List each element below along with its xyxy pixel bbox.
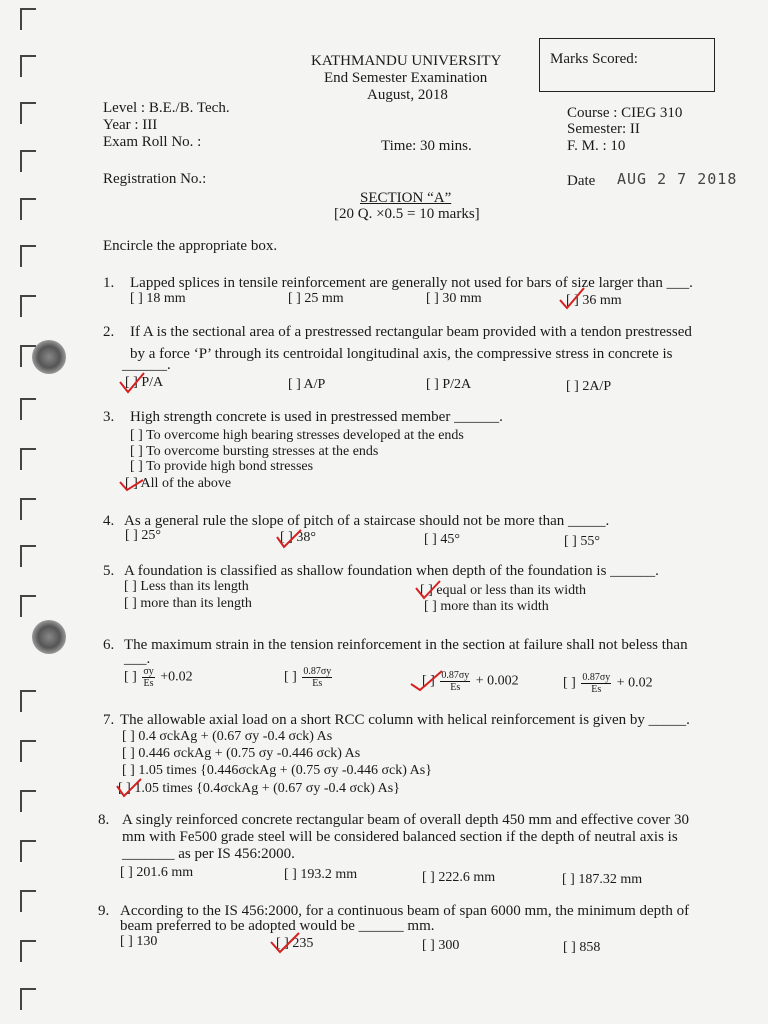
section-title: SECTION “A” [360,190,452,206]
q5-option-d[interactable]: [ ] more than its width [424,599,549,614]
q1-option-b[interactable]: [ ] 25 mm [288,291,344,306]
q9-number: 9. [98,903,110,919]
q1-text: Lapped splices in tensile reinforcement are generally not used for bars of size larger than ___. [130,275,693,291]
binder-mark [20,102,36,124]
q6-c-denominator: Es [450,682,461,693]
binder-mark [20,150,36,172]
q4-text: As a general rule the slope of pitch of a staircase should not be more than _____. [124,513,610,529]
q6-option-d-fraction [581,672,611,695]
q9-check-mark [268,930,302,956]
q1-option-d[interactable]: [ ] 36 mm [566,293,622,308]
q2-check-mark [117,370,147,396]
q8-option-b[interactable]: [ ] 193.2 mm [284,867,358,882]
q4-option-b[interactable]: [ ] 38° [280,530,316,545]
q6-option-a-tail: +0.02 [160,669,193,685]
year-field: Year : III [103,117,158,133]
punch-hole [32,340,66,374]
q2-option-c[interactable]: [ ] P/2A [426,377,472,392]
q8-option-a[interactable]: [ ] 201.6 mm [120,865,194,880]
q5-option-c[interactable]: [ ] equal or less than its width [420,583,587,598]
q8-option-c[interactable]: [ ] 222.6 mm [422,870,496,885]
q6-text-line2: ___. [124,651,151,667]
q5-number: 5. [103,563,115,579]
semester-field: Semester: II [567,121,640,137]
binder-mark [20,740,36,762]
q6-option-a[interactable] [124,666,193,689]
q6-a-numerator: σy [143,666,154,677]
binder-mark [20,245,36,267]
binder-mark [20,840,36,862]
q3-option-c[interactable]: [ ] To provide high bond stresses [130,459,314,474]
binder-mark [20,398,36,420]
q6-option-b-box: [ ] [284,669,297,685]
binder-mark [20,8,36,30]
binder-mark [20,295,36,317]
q6-option-b[interactable] [284,666,334,689]
q2-text-line1: If A is the sectional area of a prestressed rectangular beam provided with a tendon prestressed [130,324,692,340]
binder-mark [20,690,36,712]
instruction: Encircle the appropriate box. [103,238,278,254]
q2-option-b[interactable]: [ ] A/P [288,377,326,392]
binder-mark [20,498,36,520]
binder-mark [20,448,36,470]
q5-option-a[interactable]: [ ] Less than its length [124,579,249,594]
binder-mark [20,940,36,962]
q6-option-b-fraction [302,666,332,689]
q4-number: 4. [103,513,115,529]
q3-option-b[interactable]: [ ] To overcome bursting stresses at the ends [130,444,379,459]
q1-number: 1. [103,275,115,291]
q6-b-denominator: Es [312,678,323,689]
punch-hole [32,620,66,654]
binder-mark [20,988,36,1010]
q3-option-a[interactable]: [ ] To overcome high bearing stresses developed at the ends [130,428,464,443]
q6-option-c-box: [ ] [422,673,435,689]
binder-mark [20,790,36,812]
university-name: KATHMANDU UNIVERSITY [311,53,502,69]
q1-check-mark [557,286,587,312]
q3-number: 3. [103,409,115,425]
binder-mark [20,890,36,912]
q4-option-a[interactable]: [ ] 25° [125,528,161,543]
q6-option-d[interactable] [563,672,653,695]
q6-number: 6. [103,637,115,653]
q9-text-line2: beam preferred to be adopted would be ______ mm. [120,918,435,934]
q6-d-numerator: 0.87σy [582,672,611,683]
q7-option-d[interactable]: [ ] 1.05 times {0.4σckAg + (0.67 σy -0.4 σck) As} [118,781,400,796]
q7-option-c[interactable]: [ ] 1.05 times {0.446σckAg + (0.75 σy -0.446 σck) As} [122,763,432,778]
q7-number: 7. [103,712,115,728]
q2-number: 2. [103,324,115,340]
q8-number: 8. [98,812,110,828]
level-field: Level : B.E./B. Tech. [103,100,230,116]
q5-text: A foundation is classified as shallow foundation when depth of the foundation is ______. [124,563,659,579]
date-label: Date [567,173,596,189]
marks-scored-box [539,38,715,92]
q4-option-d[interactable]: [ ] 55° [564,534,600,549]
q6-option-c-fraction [440,670,470,693]
q6-d-denominator: Es [591,684,602,695]
q6-c-numerator: 0.87σy [441,670,470,681]
marks-scored-label: Marks Scored: [550,51,638,67]
q1-option-a[interactable]: [ ] 18 mm [130,291,186,306]
q6-option-a-box: [ ] [124,669,137,685]
q6-b-numerator: 0.87σy [303,666,332,677]
q9-text-line1: According to the IS 456:2000, for a continuous beam of span 6000 mm, the minimum depth of [120,903,690,919]
binder-mark [20,545,36,567]
q6-option-c-tail: + 0.002 [475,673,519,689]
q2-text-line3: ______. [122,357,171,373]
q8-option-d[interactable]: [ ] 187.32 mm [562,872,643,887]
q7-option-b[interactable]: [ ] 0.446 σckAg + (0.75 σy -0.446 σck) As [122,746,361,761]
binder-mark [20,55,36,77]
q2-text-line2: by a force ‘P’ through its centroidal longitudinal axis, the compressive stress in concrete is [130,346,673,362]
q9-option-d[interactable]: [ ] 858 [563,940,601,955]
binder-mark [20,595,36,617]
q8-text-line1: A singly reinforced concrete rectangular beam of overall depth 450 mm and effective cover 30 [122,812,689,828]
q3-text: High strength concrete is used in prestressed member ______. [130,409,503,425]
fm-field: F. M. : 10 [567,138,626,154]
time-field: Time: 30 mins. [381,138,472,154]
q9-option-a[interactable]: [ ] 130 [120,934,158,949]
q2-option-d[interactable]: [ ] 2A/P [566,379,612,394]
q5-check-mark [413,578,443,602]
q6-option-a-fraction [142,666,154,689]
binder-mark [20,198,36,220]
registration-field: Registration No.: [103,171,207,187]
roll-field: Exam Roll No. : [103,134,202,150]
q9-option-c[interactable]: [ ] 300 [422,938,460,953]
q6-a-denominator: Es [143,678,154,689]
q2-option-a[interactable]: [ ] P/A [125,375,164,390]
date-stamp: AUG 2 7 2018 [617,170,738,188]
q7-check-mark [114,776,144,800]
q3-option-d[interactable]: [ ] All of the above [125,476,232,491]
q4-option-c[interactable]: [ ] 45° [424,532,460,547]
q9-option-b[interactable]: [ ] 235 [276,936,314,951]
course-field: Course : CIEG 310 [567,105,683,121]
q6-check-mark [408,668,444,694]
exam-date: August, 2018 [367,87,448,103]
q3-check-mark [117,472,145,494]
exam-title: End Semester Examination [324,70,488,86]
q4-check-mark [274,527,304,551]
q6-option-d-box: [ ] [563,675,576,691]
q1-option-c[interactable]: [ ] 30 mm [426,291,482,306]
section-marks: [20 Q. ×0.5 = 10 marks] [334,206,480,222]
q6-text-line1: The maximum strain in the tension reinforcement in the section at failure shall not beless than [124,637,688,653]
q8-text-line3: _______ as per IS 456:2000. [122,846,295,862]
q7-text: The allowable axial load on a short RCC column with helical reinforcement is given by _____. [120,712,690,728]
q6-option-d-tail: + 0.02 [616,675,653,691]
q5-option-b[interactable]: [ ] more than its length [124,596,252,611]
q8-text-line2: mm with Fe500 grade steel will be considered balanced section if the depth of neutral axis is [122,829,678,845]
q7-option-a[interactable]: [ ] 0.4 σckAg + (0.67 σy -0.4 σck) As [122,729,333,744]
